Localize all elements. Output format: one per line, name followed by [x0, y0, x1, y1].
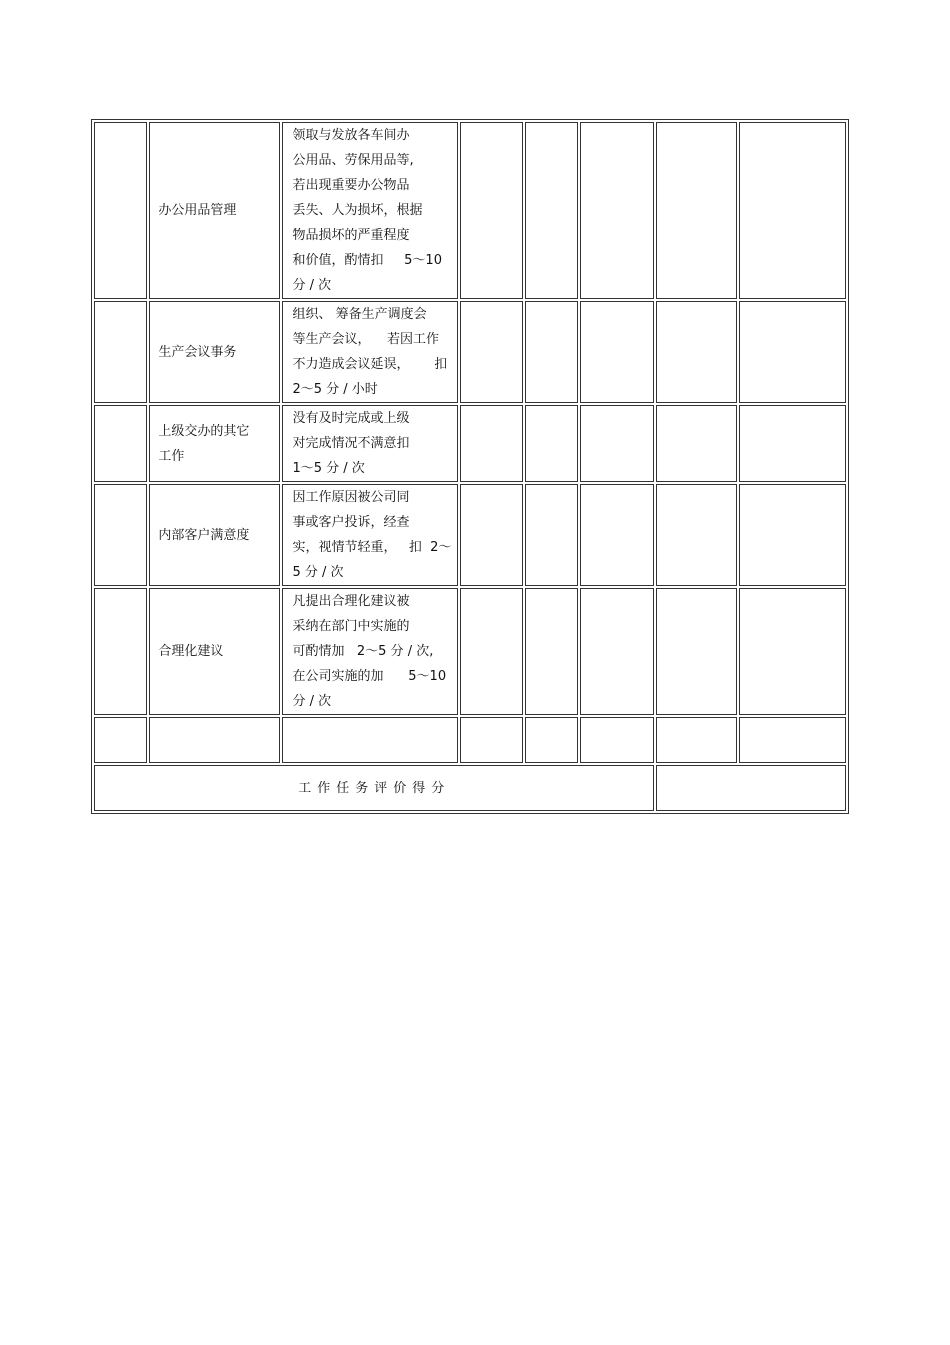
item-name-line: 工作: [158, 448, 185, 464]
criteria-cell: [282, 405, 457, 482]
criteria-line: 不力造成会议延误， 扣: [292, 357, 448, 372]
criteria-cell: [282, 301, 457, 403]
item-name-line: 合理化建议: [158, 644, 224, 659]
table-row: [94, 122, 846, 299]
score-cell: [460, 301, 524, 403]
criteria-line: 没有及时完成或上级: [292, 411, 410, 426]
score-cell: [460, 717, 524, 763]
score-cell: [580, 717, 655, 763]
criteria-line: 分 / 次: [292, 278, 332, 293]
score-cell: [525, 484, 577, 586]
score-cell: [525, 717, 577, 763]
score-cell: [739, 301, 846, 403]
criteria-line: 2～5 分 / 小时: [292, 382, 378, 397]
evaluation-table: [91, 119, 849, 814]
table-row: [94, 484, 846, 586]
criteria-line: 采纳在部门中实施的: [292, 619, 410, 634]
item-name-cell: [149, 301, 280, 403]
score-cell: [739, 717, 846, 763]
item-name-line: 办公用品管理: [158, 203, 237, 218]
score-cell: [580, 588, 655, 715]
criteria-line: 组织、 筹备生产调度会: [292, 307, 427, 322]
table-row: [94, 405, 846, 482]
row-number-cell: [94, 122, 147, 299]
score-cell: [656, 405, 737, 482]
table-row: [94, 301, 846, 403]
criteria-cell: [282, 588, 457, 715]
score-cell: [739, 405, 846, 482]
document-page: [91, 119, 849, 814]
score-cell: [739, 588, 846, 715]
summary-label: 工作任务评价得分: [94, 765, 654, 811]
score-cell: [525, 122, 577, 299]
score-cell: [739, 122, 846, 299]
criteria-cell: [282, 122, 457, 299]
score-cell: [656, 122, 737, 299]
item-name-line: 生产会议事务: [158, 344, 237, 360]
item-name-line: 上级交办的其它: [158, 423, 250, 439]
score-cell: [460, 405, 524, 482]
item-name-cell: [149, 588, 280, 715]
criteria-line: 对完成情况不满意扣: [292, 436, 410, 451]
criteria-line: 1～5 分 / 次: [292, 461, 365, 476]
criteria-line: 实，视情节轻重， 扣 2～: [292, 540, 452, 555]
score-cell: [656, 301, 737, 403]
score-cell: [525, 588, 577, 715]
score-cell: [460, 588, 524, 715]
score-cell: [656, 484, 737, 586]
score-cell: [460, 484, 524, 586]
criteria-line: 事或客户投诉，经查: [292, 515, 410, 530]
criteria-line: 在公司实施的加 5～10: [292, 669, 447, 684]
score-cell: [656, 588, 737, 715]
score-cell: [525, 405, 577, 482]
criteria-line: 5 分 / 次: [292, 565, 344, 580]
row-number-cell: [94, 301, 147, 403]
criteria-line: 因工作原因被公司同: [292, 490, 410, 505]
criteria-line: 若出现重要办公物品: [292, 178, 410, 193]
summary-score-cell: [656, 765, 846, 811]
criteria-cell: [282, 717, 457, 763]
score-cell: [460, 122, 524, 299]
item-name-cell: [149, 405, 280, 482]
score-cell: [580, 301, 655, 403]
criteria-line: 公用品、劳保用品等,: [292, 153, 414, 168]
row-number-cell: [94, 588, 147, 715]
criteria-line: 分 / 次: [292, 694, 332, 709]
summary-row: [94, 765, 846, 811]
criteria-cell: [282, 484, 457, 586]
row-number-cell: [94, 484, 147, 586]
item-name-cell: [149, 122, 280, 299]
criteria-line: 可酌情加 2～5 分 / 次,: [292, 644, 434, 659]
score-cell: [580, 405, 655, 482]
item-name-cell: [149, 484, 280, 586]
row-number-cell: [94, 717, 147, 763]
criteria-line: 丢失、人为损坏，根据: [292, 203, 423, 218]
item-name-cell: [149, 717, 280, 763]
item-name-line: 内部客户满意度: [158, 527, 250, 543]
criteria-line: 和价值，酌情扣 5～10: [292, 253, 442, 268]
criteria-line: 等生产会议， 若因工作: [292, 332, 440, 347]
score-cell: [580, 122, 655, 299]
row-number-cell: [94, 405, 147, 482]
score-cell: [656, 717, 737, 763]
criteria-line: 物品损坏的严重程度: [292, 228, 410, 243]
table-row: [94, 588, 846, 715]
score-cell: [525, 301, 577, 403]
table-row: [94, 717, 846, 763]
criteria-line: 凡提出合理化建议被: [292, 594, 410, 609]
score-cell: [580, 484, 655, 586]
score-cell: [739, 484, 846, 586]
criteria-line: 领取与发放各车间办: [292, 128, 410, 143]
